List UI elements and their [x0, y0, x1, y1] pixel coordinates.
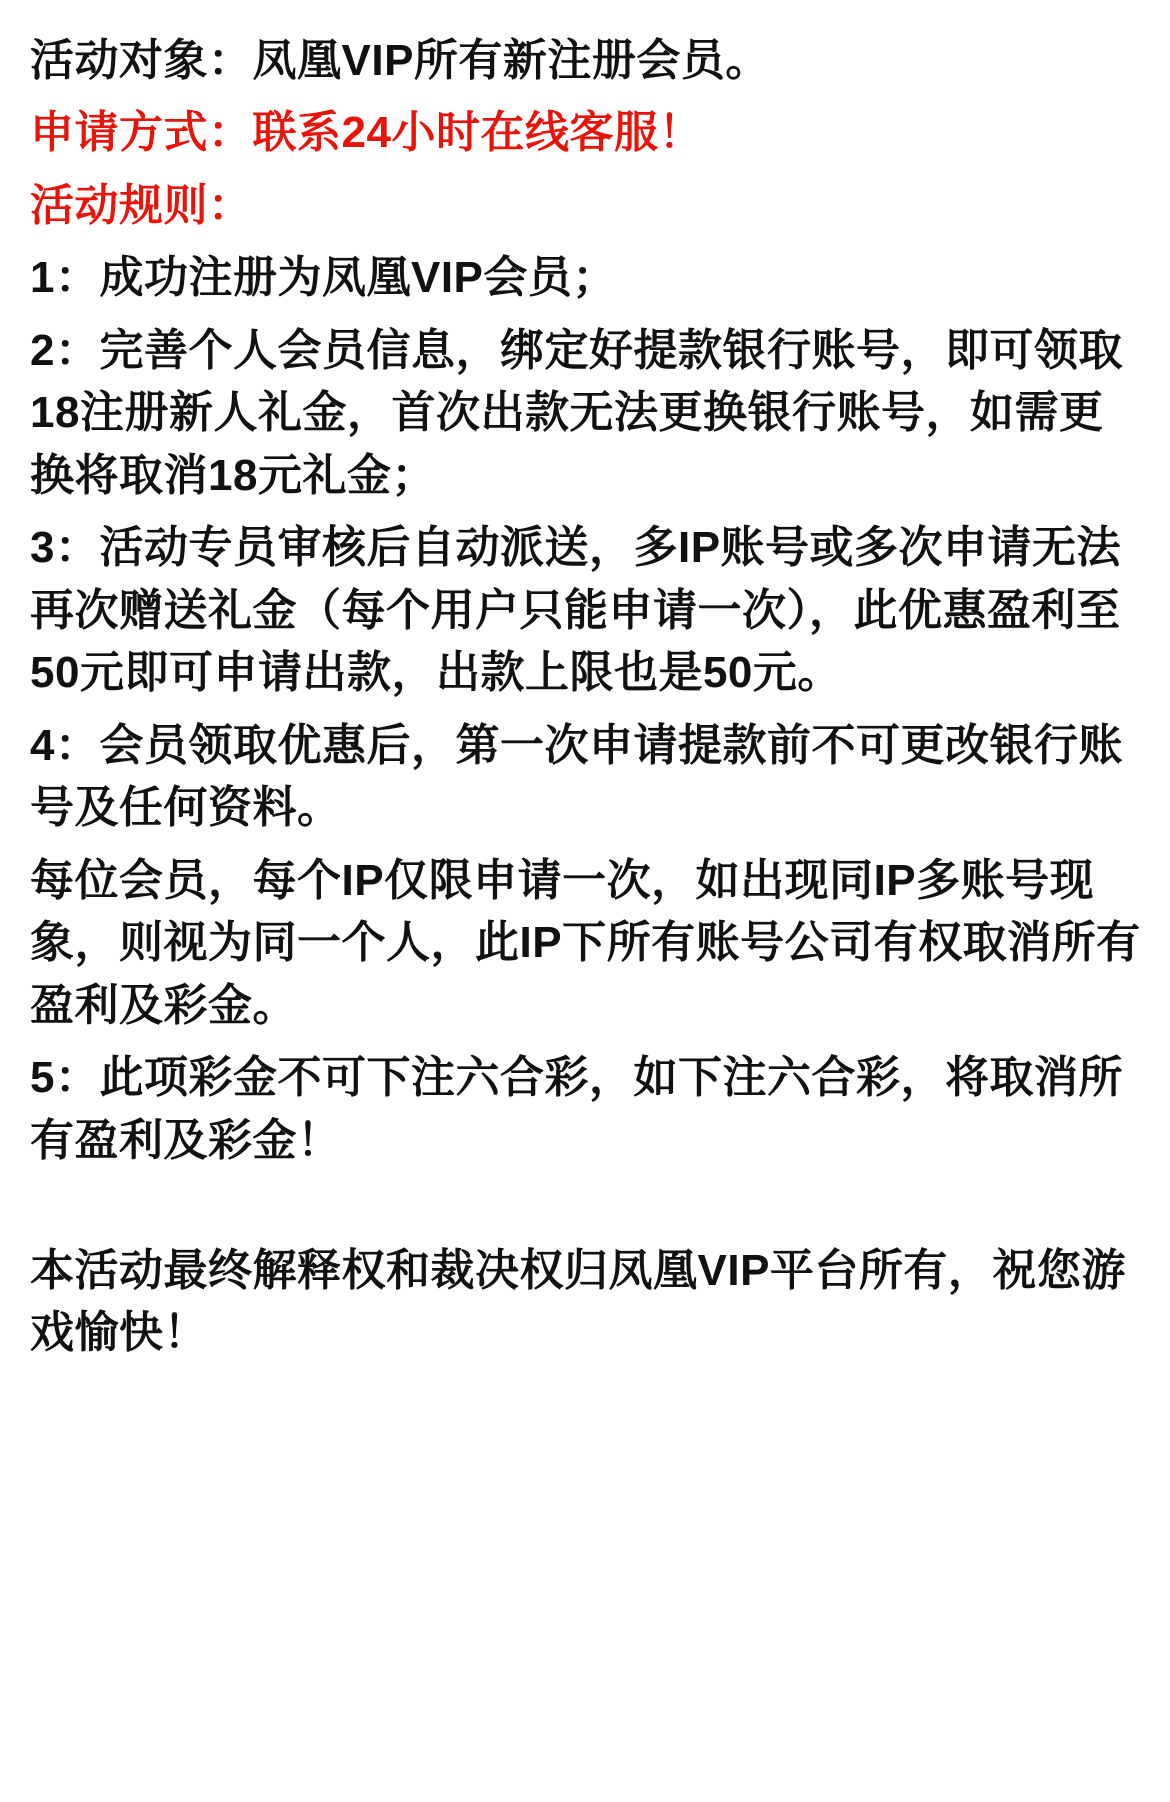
rule-item-3: 3：活动专员审核后自动派送，多IP账号或多次申请无法再次赠送礼金（每个用户只能申请一次），此优惠盈利至50元即可申请出款，出款上限也是50元。: [30, 523, 1122, 698]
activity-target-text: 活动对象：凤凰VIP所有新注册会员。: [30, 36, 770, 85]
rule-item-1: 1：成功注册为凤凰VIP会员；: [30, 253, 617, 303]
section-spacer: [30, 1182, 1142, 1240]
rule-item-2: 2：完善个人会员信息，绑定好提款银行账号，即可领取18注册新人礼金，首次出款无法更换银行账号，如需更换将取消18元礼金；: [30, 325, 1123, 500]
rule-item-4: 4：会员领取优惠后，第一次申请提款前不可更改银行账号及任何资料。: [30, 720, 1123, 833]
rule-item-4-note: 每位会员，每个IP仅限申请一次，如出现同IP多账号现象，则视为同一个人，此IP下所有账号公司有权取消所有盈利及彩金。: [30, 855, 1141, 1030]
final-interpretation-note: 本活动最终解释权和裁决权归凤凰VIP平台所有，祝您游戏愉快！: [30, 1245, 1126, 1358]
rules-heading: 活动规则：: [30, 180, 253, 230]
rule-item-5: 5：此项彩金不可下注六合彩，如下注六合彩，将取消所有盈利及彩金！: [30, 1053, 1123, 1165]
apply-method-text: 申请方式：联系24小时在线客服！: [30, 108, 703, 158]
